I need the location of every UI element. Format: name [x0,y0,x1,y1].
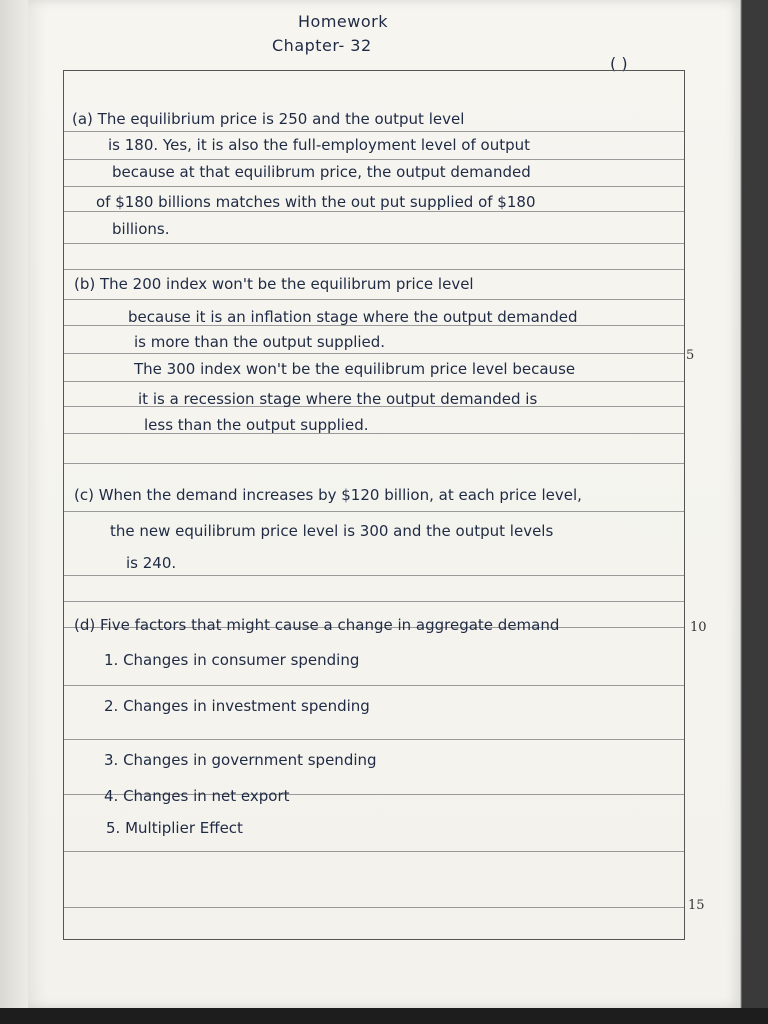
answer-b-line-5: it is a recession stage where the output demanded is [138,390,538,408]
rule-line [64,211,684,212]
answer-c-line-3: is 240. [126,554,177,572]
rule-line [64,575,684,576]
factor-item-5: 5. Multiplier Effect [106,819,243,837]
rule-line [64,186,684,187]
factor-item-2: 2. Changes in investment spending [104,697,370,715]
rule-line [64,511,684,512]
rule-line [64,243,684,244]
top-paren-mark: ( ) [610,54,628,73]
answer-c-line-1: (c) When the demand increases by $120 billion, at each price level, [74,486,582,504]
rule-line [64,739,684,740]
answer-a-line-1: (a) The equilibrium price is 250 and the output level [72,110,465,128]
desk-edge [0,1008,768,1024]
score-mark-d: 10 [690,620,707,635]
answer-b-line-3: is more than the output supplied. [134,333,386,351]
rule-line [64,907,684,908]
answer-b-line-1: (b) The 200 index won't be the equilibrum price level [74,275,474,293]
rule-line [64,269,684,270]
answer-d-intro: (d) Five factors that might cause a change in aggregate demand [74,616,560,634]
rule-line [64,463,684,464]
rule-line [64,851,684,852]
rule-line [64,353,684,354]
rule-line [64,131,684,132]
answer-b-line-4: The 300 index won't be the equilibrum price level because [134,360,576,378]
homework-title: Homework [298,12,388,31]
answer-a-line-3: because at that equilibrum price, the output demanded [112,163,531,181]
rule-line [64,381,684,382]
answer-c-line-2: the new equilibrum price level is 300 and the output levels [110,522,554,540]
chapter-heading: Chapter- 32 [272,36,372,55]
factor-item-1: 1. Changes in consumer spending [104,651,360,669]
rule-line [64,159,684,160]
rule-line [64,299,684,300]
rule-line [64,685,684,686]
factor-item-3: 3. Changes in government spending [104,751,377,769]
answer-b-line-6: less than the output supplied. [144,416,369,434]
answer-a-line-2: is 180. Yes, it is also the full-employment level of output [108,136,530,154]
answer-a-line-5: billions. [112,220,170,238]
rule-line [64,601,684,602]
answer-a-line-4: of $180 billions matches with the out put supplied of $180 [96,193,536,211]
factor-item-4: 4. Changes in net export [104,787,290,805]
score-mark-b: 5 [686,348,695,363]
score-mark-total: 15 [688,898,705,913]
answer-b-line-2: because it is an inflation stage where the output demanded [128,308,578,326]
